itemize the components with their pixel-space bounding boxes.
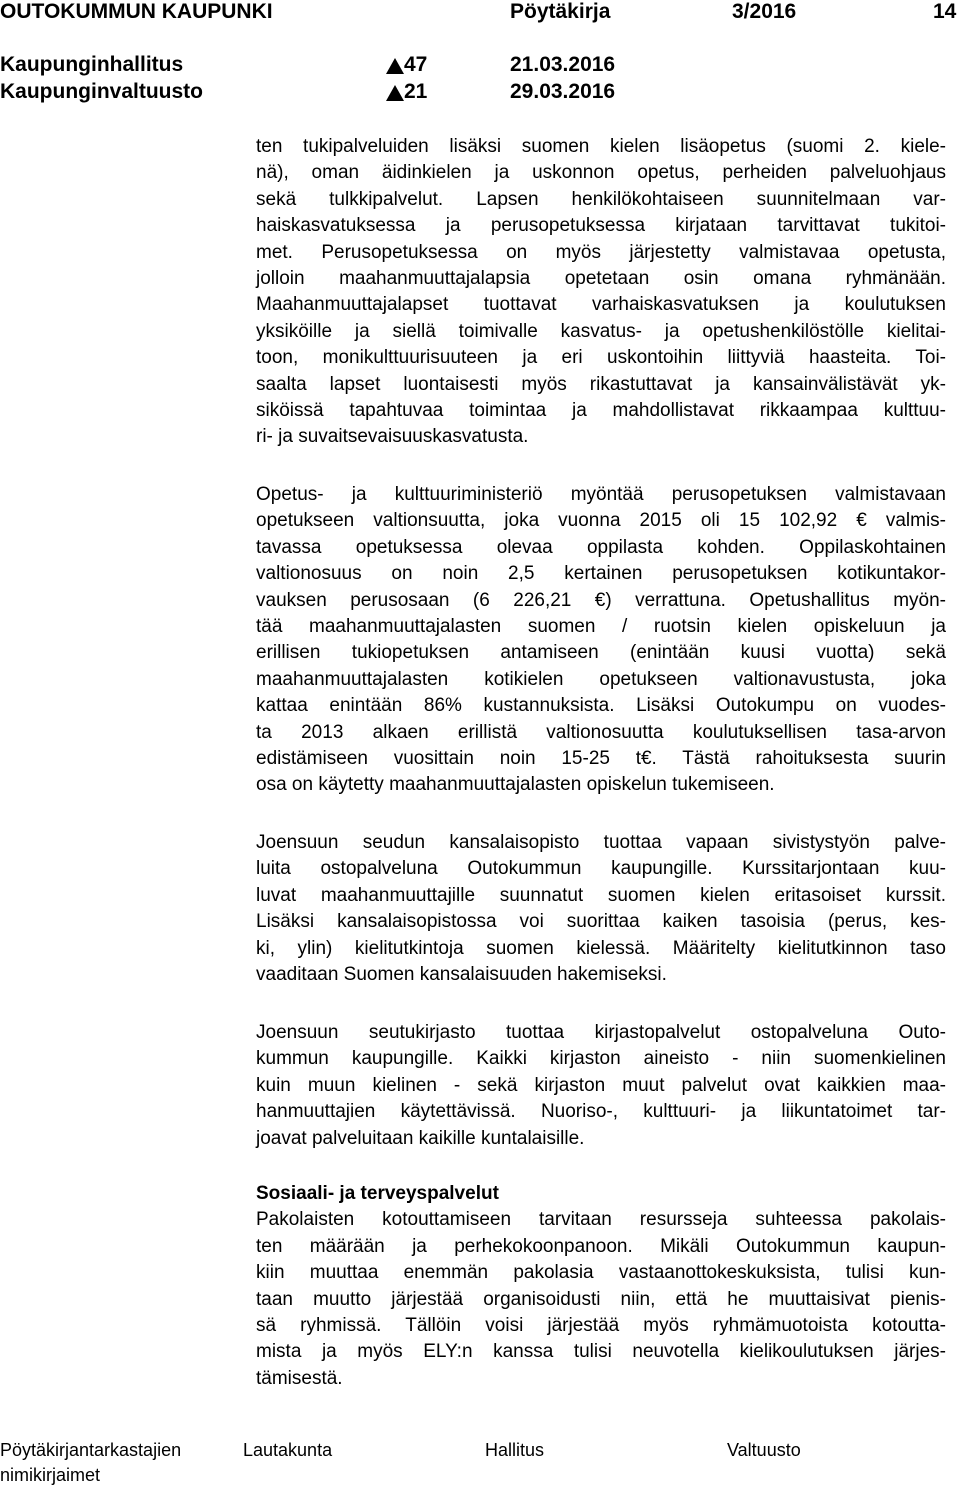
text-line: siköissä tapahtuvaa toimintaa ja mahdollistavat rikkaampaa kulttuu- — [256, 399, 946, 421]
text-line: kummun kaupungille. Kaikki kirjaston aineisto - niin suomenkielinen — [256, 1048, 946, 1070]
footer-reviewers-label-2: nimikirjaimet — [0, 1465, 101, 1485]
text-line: ta 2013 alkaen erillistä valtionosuutta koulutuksellisen tasa-arvon — [256, 721, 946, 743]
text-line: toon, monikulttuurisuuteen ja eri uskontoihin liittyviä haasteita. Toi- — [256, 347, 946, 369]
text-line: hanmuuttajien käytettävissä. Nuoriso-, kulttuuri- ja liikuntatoimet tar- — [256, 1101, 946, 1123]
text-line: luita ostopalveluna Outokummun kaupungille. Kurssitarjontaan kuu- — [256, 858, 946, 880]
text-line: sä ryhmissä. Tällöin voisi järjestää myös ryhmämuotoista kotoutta- — [256, 1314, 946, 1336]
text-line: kattaa enintään 86% kustannuksista. Lisäksi Outokumpu on vuodes- — [256, 695, 946, 717]
paragraph-support-services — [256, 134, 946, 451]
text-line: erillisen tukiopetuksen antamiseen (enintään kuusi vuotta) sekä — [256, 642, 946, 664]
text-line: ten tukipalveluiden lisäksi suomen kielen lisäopetus (suomi 2. kiele- — [256, 136, 946, 157]
section-date: 29.03.2016 — [510, 80, 616, 103]
text-line: joavat palveluitaan kaikille kuntalaisille. — [256, 1127, 585, 1149]
text-line: met. Perusopetuksessa on myös järjestetty valmistavaa opetusta, — [256, 241, 946, 263]
header-doc-number: 3/2016 — [732, 0, 797, 23]
text-line: edistämiseen vuosittain noin 15-25 t€. Tästä rahoituksesta suurin — [256, 747, 946, 769]
text-line: saalta lapset luontaisesti myös rikastuttavat ja kansainvälistävät yk- — [256, 373, 946, 395]
text-line: vauksen perusosaan (6 226,21 €) verrattuna. Opetushallitus myön- — [256, 589, 946, 611]
header-org: OUTOKUMMUN KAUPUNKI — [0, 0, 273, 23]
paragraph-social-health — [256, 1181, 946, 1392]
text-line: Joensuun seutukirjasto tuottaa kirjastopalvelut ostopalveluna Outo- — [256, 1022, 946, 1043]
paragraph-state-funding — [256, 482, 946, 799]
text-line: Pakolaisten kotouttamiseen tarvitaan resursseja suhteessa pakolais- — [256, 1209, 946, 1231]
text-line: kiin muuttaa enemmän pakolasia vastaanottokeskuksista, tulisi kun- — [256, 1262, 946, 1284]
section-heading: Sosiaali- ja terveyspalvelut — [256, 1183, 499, 1204]
text-line: valtionosuus on noin 2,5 kertainen perusopetuksen kotikuntakor- — [256, 563, 946, 585]
footer-board-label: Hallitus — [485, 1440, 545, 1460]
text-line: sekä tulkkipalvelut. Lapsen henkilökohtaiseen suunnitelmaan var- — [256, 188, 946, 210]
footer-reviewers-label: Pöytäkirjantarkastajien — [0, 1440, 182, 1460]
text-line: tavassa opetuksessa olevaa oppilasta kohden. Oppilaskohtainen — [256, 536, 946, 558]
section-number: 47 — [404, 53, 428, 76]
footer-committee-label: Lautakunta — [243, 1440, 333, 1460]
text-line: yksiköille ja siellä toimivalle kasvatus- ja opetushenkilöstölle kielitai- — [256, 320, 946, 342]
footer-council-label: Valtuusto — [727, 1440, 801, 1460]
text-line: ri- ja suvaitsevaisuuskasvatusta. — [256, 426, 529, 448]
text-line: luvat maahanmuuttajille suunnatut suomen kielen eritasoiset kurssit. — [256, 884, 946, 906]
section-number: 21 — [404, 80, 428, 103]
text-line: osa on käytetty maahanmuuttajalasten opiskelun tukemiseen. — [256, 774, 775, 796]
text-line: tämisestä. — [256, 1367, 343, 1389]
text-line: mista ja myös ELY:n kanssa tulisi neuvotella kielikoulutuksen järjes- — [256, 1341, 946, 1363]
paragraph-library-services — [256, 1020, 946, 1152]
header-page-number: 14 — [933, 0, 957, 23]
text-line: Maahanmuuttajalapset tuottavat varhaiskasvatuksen ja koulutuksen — [256, 294, 946, 316]
section-body: Kaupunginvaltuusto — [0, 80, 203, 103]
text-line: ten määrään ja perhekokoonpanoon. Mikäli Outokummun kaupun- — [256, 1235, 946, 1257]
text-line: jolloin maahanmuuttajalapsia opetetaan osin omana ryhmänään. — [256, 267, 946, 289]
text-line: nä), oman äidinkielen ja uskonnon opetus, perheiden palveluohjaus — [256, 162, 946, 184]
paragraph-adult-education — [256, 830, 946, 988]
text-line: taan muutto järjestää organisoidusti niin, että he muuttaisivat pienis- — [256, 1288, 946, 1310]
section-body: Kaupunginhallitus — [0, 53, 184, 76]
section-date: 21.03.2016 — [510, 53, 616, 76]
header-doc-type: Pöytäkirja — [510, 0, 611, 23]
text-line: opetukseen valtionsuutta, joka vuonna 2015 oli 15 102,92 € valmis- — [256, 510, 946, 532]
text-line: maahanmuuttajalasten kotikielen opetukseen valtionavustusta, joka — [256, 668, 946, 690]
text-line: Opetus- ja kulttuuriministeriö myöntää perusopetuksen valmistavaan — [256, 484, 946, 505]
text-line: vaaditaan Suomen kansalaisuuden hakemiseksi. — [256, 963, 667, 985]
text-line: ki, ylin) kielitutkintoja suomen kielessä. Määritelty kielitutkinnon taso — [256, 937, 946, 959]
text-line: Lisäksi kansalaisopistossa voi suorittaa kaiken tasoisia (perus, kes- — [256, 911, 946, 933]
text-line: haiskasvatuksessa ja perusopetuksessa kirjataan tarvittavat tukitoi- — [256, 215, 946, 237]
text-line: Joensuun seudun kansalaisopisto tuottaa vapaan sivistystyön palve- — [256, 832, 946, 853]
section-mark-icon — [386, 85, 404, 101]
text-line: kuin muun kielinen - sekä kirjaston muut palvelut ovat kaikkien maa- — [256, 1074, 946, 1096]
text-line: tää maahanmuuttajalasten suomen / ruotsin kielen opiskeluun ja — [256, 615, 946, 637]
section-mark-icon — [386, 58, 404, 74]
